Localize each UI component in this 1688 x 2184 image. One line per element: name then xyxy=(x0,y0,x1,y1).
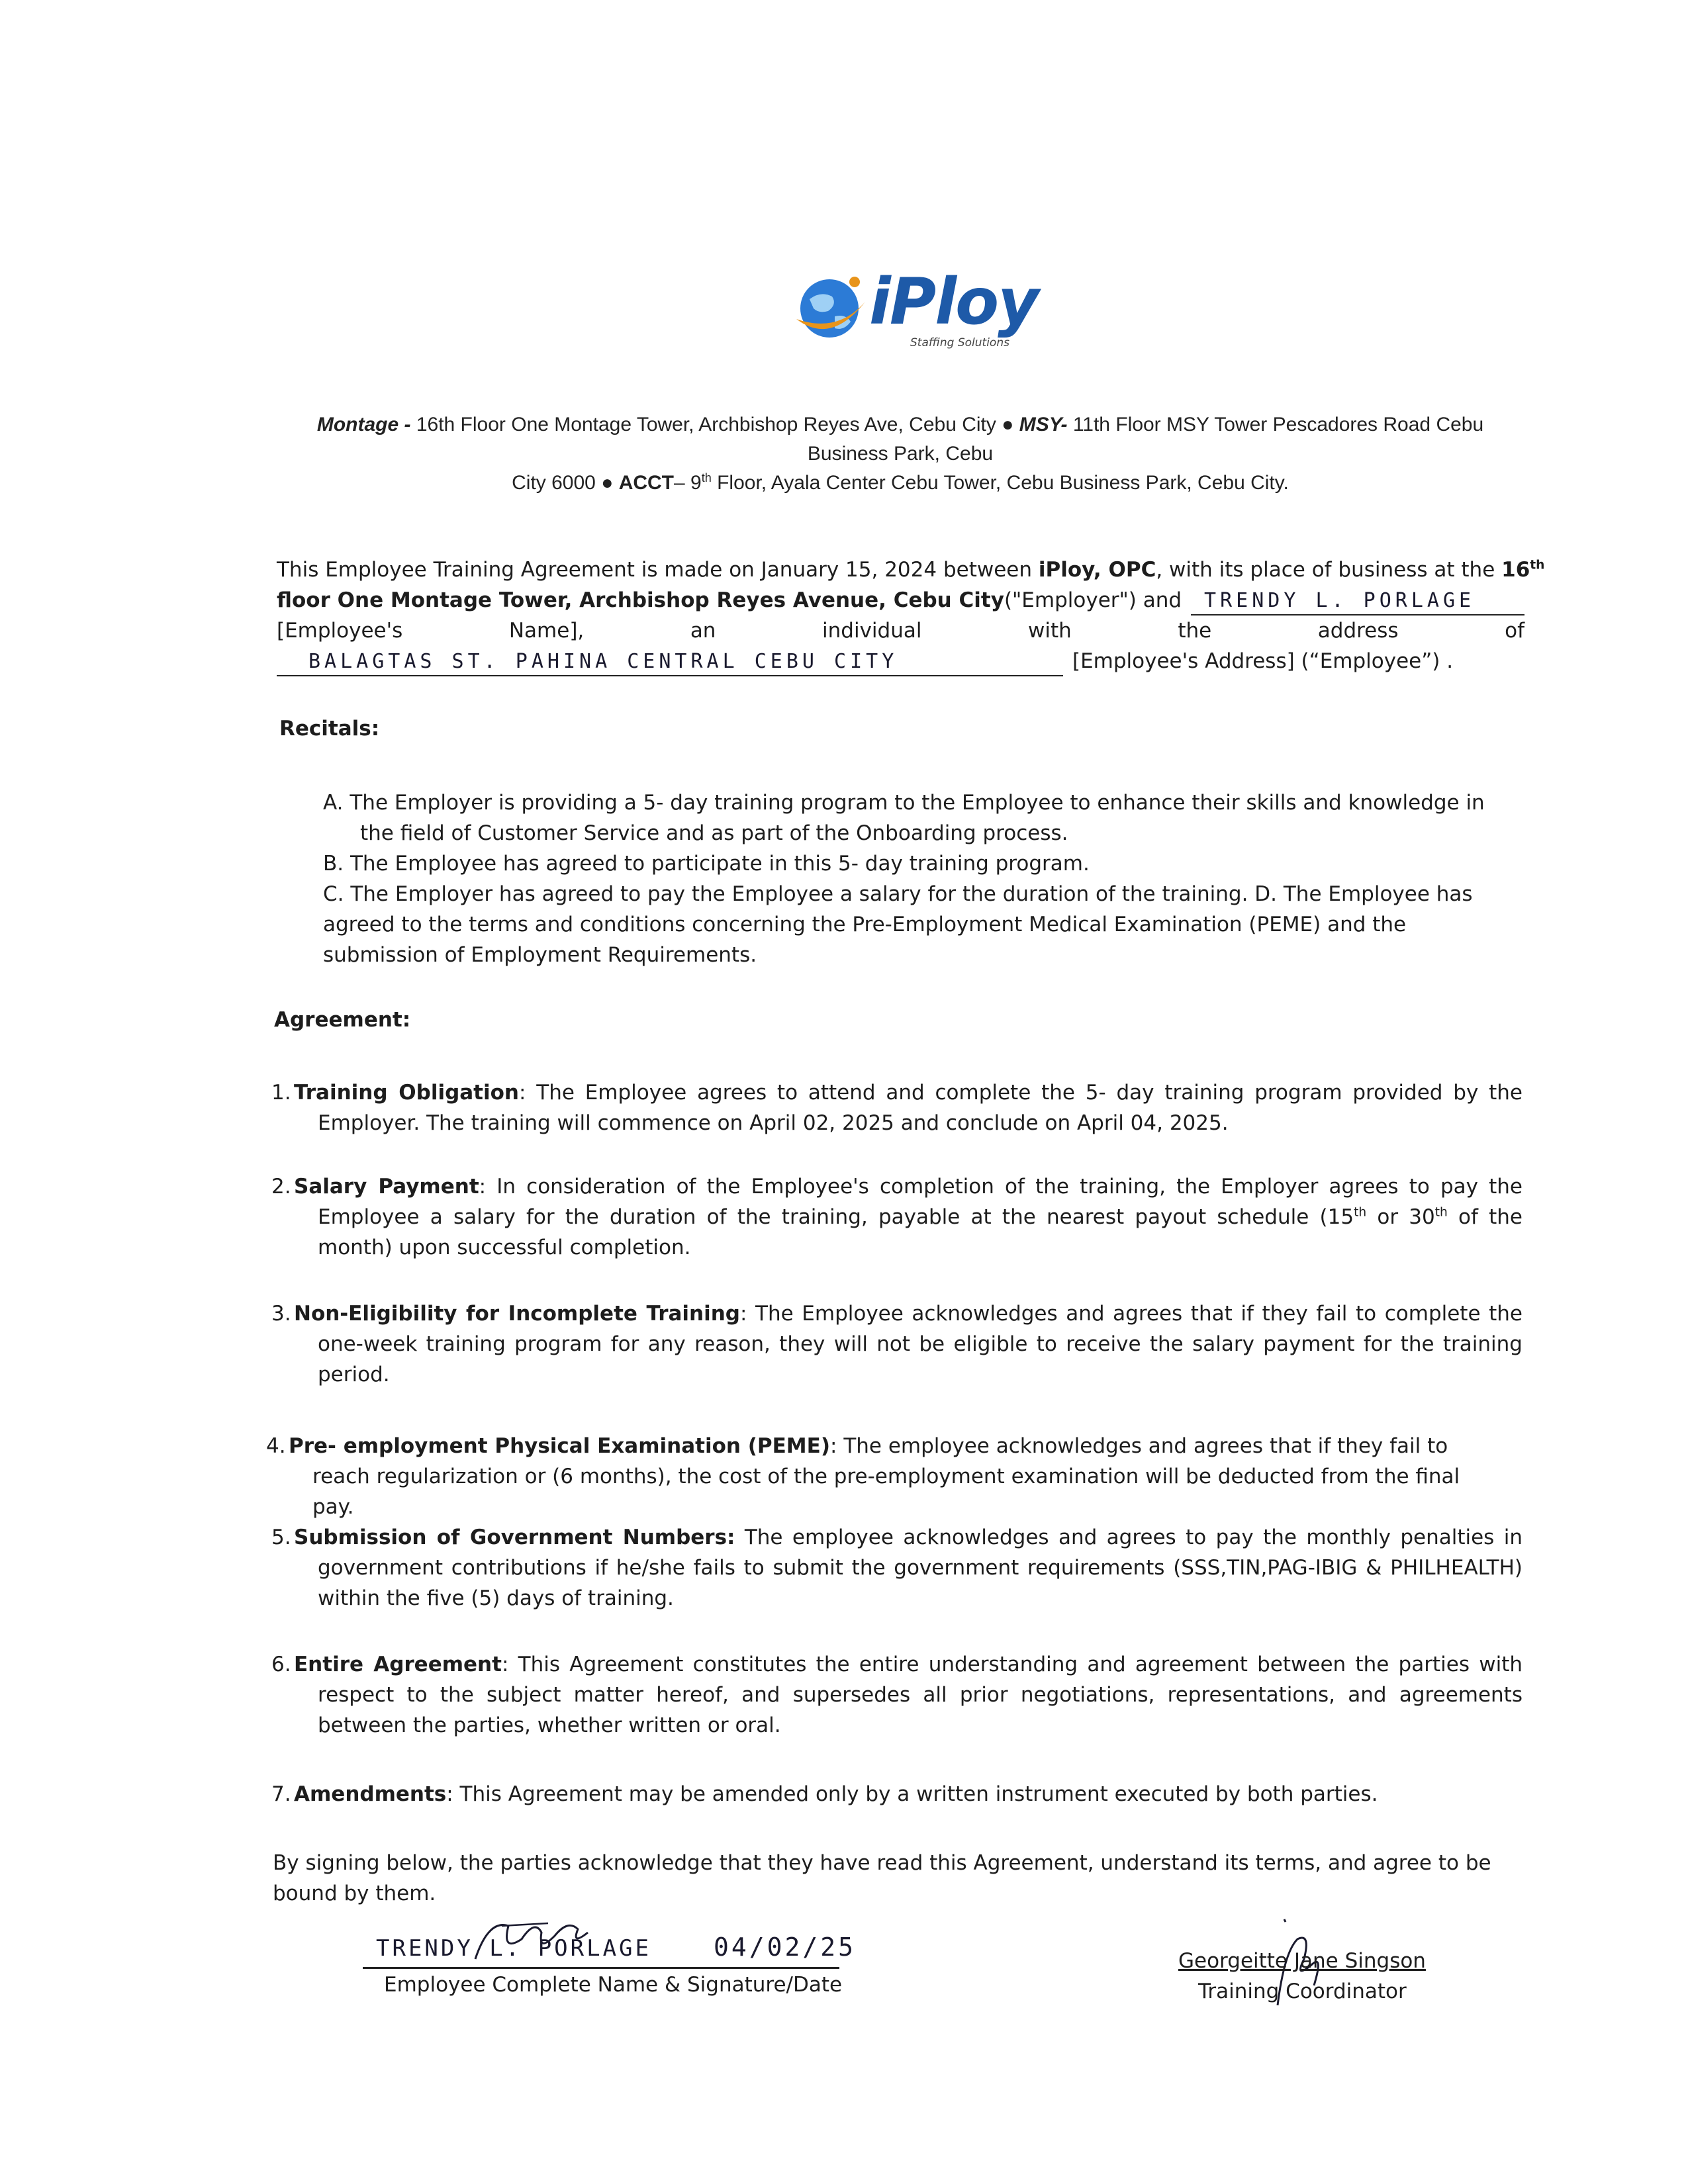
item-heading: Training Obligation xyxy=(294,1081,519,1105)
item-text: of the month) upon successful completion. xyxy=(318,1205,1523,1259)
item-heading: Non-Eligibility for Incomplete Training xyxy=(294,1302,740,1326)
addr-montage: 16th Floor One Montage Tower, Archbishop Reyes Ave, Cebu City xyxy=(416,414,996,435)
recitals-title: Recitals: xyxy=(279,717,380,741)
item-heading: Entire Agreement xyxy=(294,1653,502,1676)
item-text: or 30 xyxy=(1366,1205,1435,1229)
item-text: : The Employee acknowledges and agrees that if they fail to complete the one-week training program for any reason, they will not be eligible to receive the salary payment for the training period. xyxy=(318,1302,1523,1387)
intro-text: , with its place of business at the xyxy=(1156,558,1502,582)
item-sup: th xyxy=(1354,1205,1367,1220)
addr-acct-sup: th xyxy=(701,471,712,484)
item-text: : In consideration of the Employee's completion of the training, the Employer agrees to pay the Employee a salary for the duration of the training, payable at the nearest payout schedule (15 xyxy=(318,1175,1523,1229)
item-number: 3. xyxy=(271,1302,291,1326)
intro-word: Name], xyxy=(508,619,585,643)
intro-word: [Employee's xyxy=(277,619,403,643)
coordinator-signature-block xyxy=(1178,1933,1456,2025)
employee-signed-date: 04/02/25 xyxy=(714,1933,857,1962)
logo-tagline: Staffing Solutions xyxy=(910,336,1009,349)
intro-line-2 xyxy=(277,585,1524,615)
employee-signature-block xyxy=(363,1919,857,1999)
globe-icon xyxy=(791,267,870,347)
item-body xyxy=(294,1171,1523,1263)
coordinator-title: Training Coordinator xyxy=(1198,1979,1407,2003)
signature-line xyxy=(363,1967,839,1969)
intro-word: individual xyxy=(822,619,922,643)
item-body xyxy=(289,1431,1497,1522)
intro-word: address xyxy=(1317,619,1399,643)
item-text: : This Agreement constitutes the entire understanding and agreement between the parties with respect to the subject matter hereof, and supersedes all prior negotiations, representations, and agreements between the parties, whether written or oral. xyxy=(318,1653,1523,1737)
intro-line-4 xyxy=(277,646,1524,676)
item-heading: Submission of Government Numbers: xyxy=(294,1525,735,1549)
item-body xyxy=(294,1779,1523,1809)
intro-word: the xyxy=(1178,619,1212,643)
intro-text: This Employee Training Agreement is made on January 15, 2024 between xyxy=(277,558,1039,582)
agreement-title: Agreement: xyxy=(274,1008,411,1032)
intro-word: of xyxy=(1505,619,1524,643)
office-addresses xyxy=(285,410,1516,498)
coordinator-name: Georgeitte Jane Singson xyxy=(1178,1949,1426,1973)
intro-word: with xyxy=(1028,619,1072,643)
employee-caption: Employee Complete Name & Signature/Date xyxy=(384,1973,843,1997)
item-heading: Salary Payment xyxy=(294,1175,479,1199)
item-heading: Pre- employment Physical Examination (PEME) xyxy=(289,1434,831,1458)
employee-written-name: TRENDY L. PORLAGE xyxy=(376,1935,651,1962)
company-logo xyxy=(791,258,1038,357)
item-text: : The Employee agrees to attend and complete the 5- day training program provided by the Employer. The training will commence on April 02, 2025 and conclude on April 04, 2025. xyxy=(318,1081,1523,1135)
floor-sup: th xyxy=(1530,558,1545,572)
item-body xyxy=(294,1649,1523,1741)
item-body xyxy=(294,1077,1523,1138)
intro-paragraph xyxy=(277,555,1545,676)
addr-msy-city: City 6000 xyxy=(512,472,596,494)
intro-line-1 xyxy=(277,555,1545,585)
employer-address: floor One Montage Tower, Archbishop Reyes Avenue, Cebu City xyxy=(277,588,1004,612)
intro-line-3 xyxy=(277,615,1524,646)
item-heading: Amendments xyxy=(294,1782,447,1806)
item-number: 6. xyxy=(271,1653,291,1676)
item-body xyxy=(294,1522,1523,1614)
bullet-icon: ● xyxy=(1002,414,1014,435)
item-text: : The employee acknowledges and agrees that if they fail to reach regularization or (6 months), the cost of the pre-employment examination will be deducted from the final pay. xyxy=(312,1434,1460,1519)
intro-text: [Employee's Address] (“Employee”) . xyxy=(1072,649,1454,673)
addr-msy-label: MSY- xyxy=(1019,414,1068,435)
recital-b: B. The Employee has agreed to participate in this 5- day training program. xyxy=(323,852,1090,876)
logo-wordmark: iPloy xyxy=(869,265,1038,339)
item-number: 4. xyxy=(266,1434,286,1458)
intro-text: ("Employer") and xyxy=(1004,588,1182,612)
company-name: iPloy, OPC xyxy=(1038,558,1156,582)
closing-paragraph: By signing below, the parties acknowledge that they have read this Agreement, understand its terms, and agree to be bound by them. xyxy=(273,1851,1491,1905)
recital-c-cont: agreed to the terms and conditions concerning the Pre-Employment Medical Examination (PEME) and the xyxy=(323,913,1407,936)
recital-c: C. The Employer has agreed to pay the Employee a salary for the duration of the training. D. The Employee has xyxy=(323,882,1473,906)
item-text: : This Agreement may be amended only by a written instrument executed by both parties. xyxy=(446,1782,1378,1806)
item-number: 1. xyxy=(271,1081,291,1105)
employee-name-field: TRENDY L. PORLAGE xyxy=(1191,588,1524,615)
addr-acct-prefix: – 9 xyxy=(674,472,702,494)
recital-a: A. The Employer is providing a 5- day training program to the Employee to enhance their skills and knowledge in xyxy=(323,791,1485,815)
recital-a-cont: the field of Customer Service and as part of the Onboarding process. xyxy=(360,821,1068,845)
item-number: 7. xyxy=(271,1782,291,1806)
item-number: 5. xyxy=(271,1525,291,1549)
floor-number: 16 xyxy=(1501,558,1530,582)
addr-acct: Floor, Ayala Center Cebu Tower, Cebu Business Park, Cebu City. xyxy=(717,472,1289,494)
item-sup: th xyxy=(1434,1205,1448,1220)
employee-address-field: BALAGTAS ST. PAHINA CENTRAL CEBU CITY xyxy=(277,649,1063,676)
item-text: The employee acknowledges and agrees to pay the monthly penalties in government contributions if he/she fails to submit the government requirements (SSS,TIN,PAG-IBIG & PHILHEALTH) within the five (5) days of training. xyxy=(318,1525,1523,1610)
item-body xyxy=(294,1298,1523,1390)
addr-montage-label: Montage - xyxy=(316,414,411,435)
recitals-list xyxy=(323,788,1521,970)
addr-msy: 11th Floor MSY Tower Pescadores Road Cebu Business Park, Cebu xyxy=(807,414,1484,465)
recital-c-cont: submission of Employment Requirements. xyxy=(323,943,757,967)
bullet-icon: ● xyxy=(601,472,614,494)
item-number: 2. xyxy=(271,1175,291,1199)
intro-word: an xyxy=(690,619,716,643)
addr-acct-label: ACCT xyxy=(618,472,675,494)
